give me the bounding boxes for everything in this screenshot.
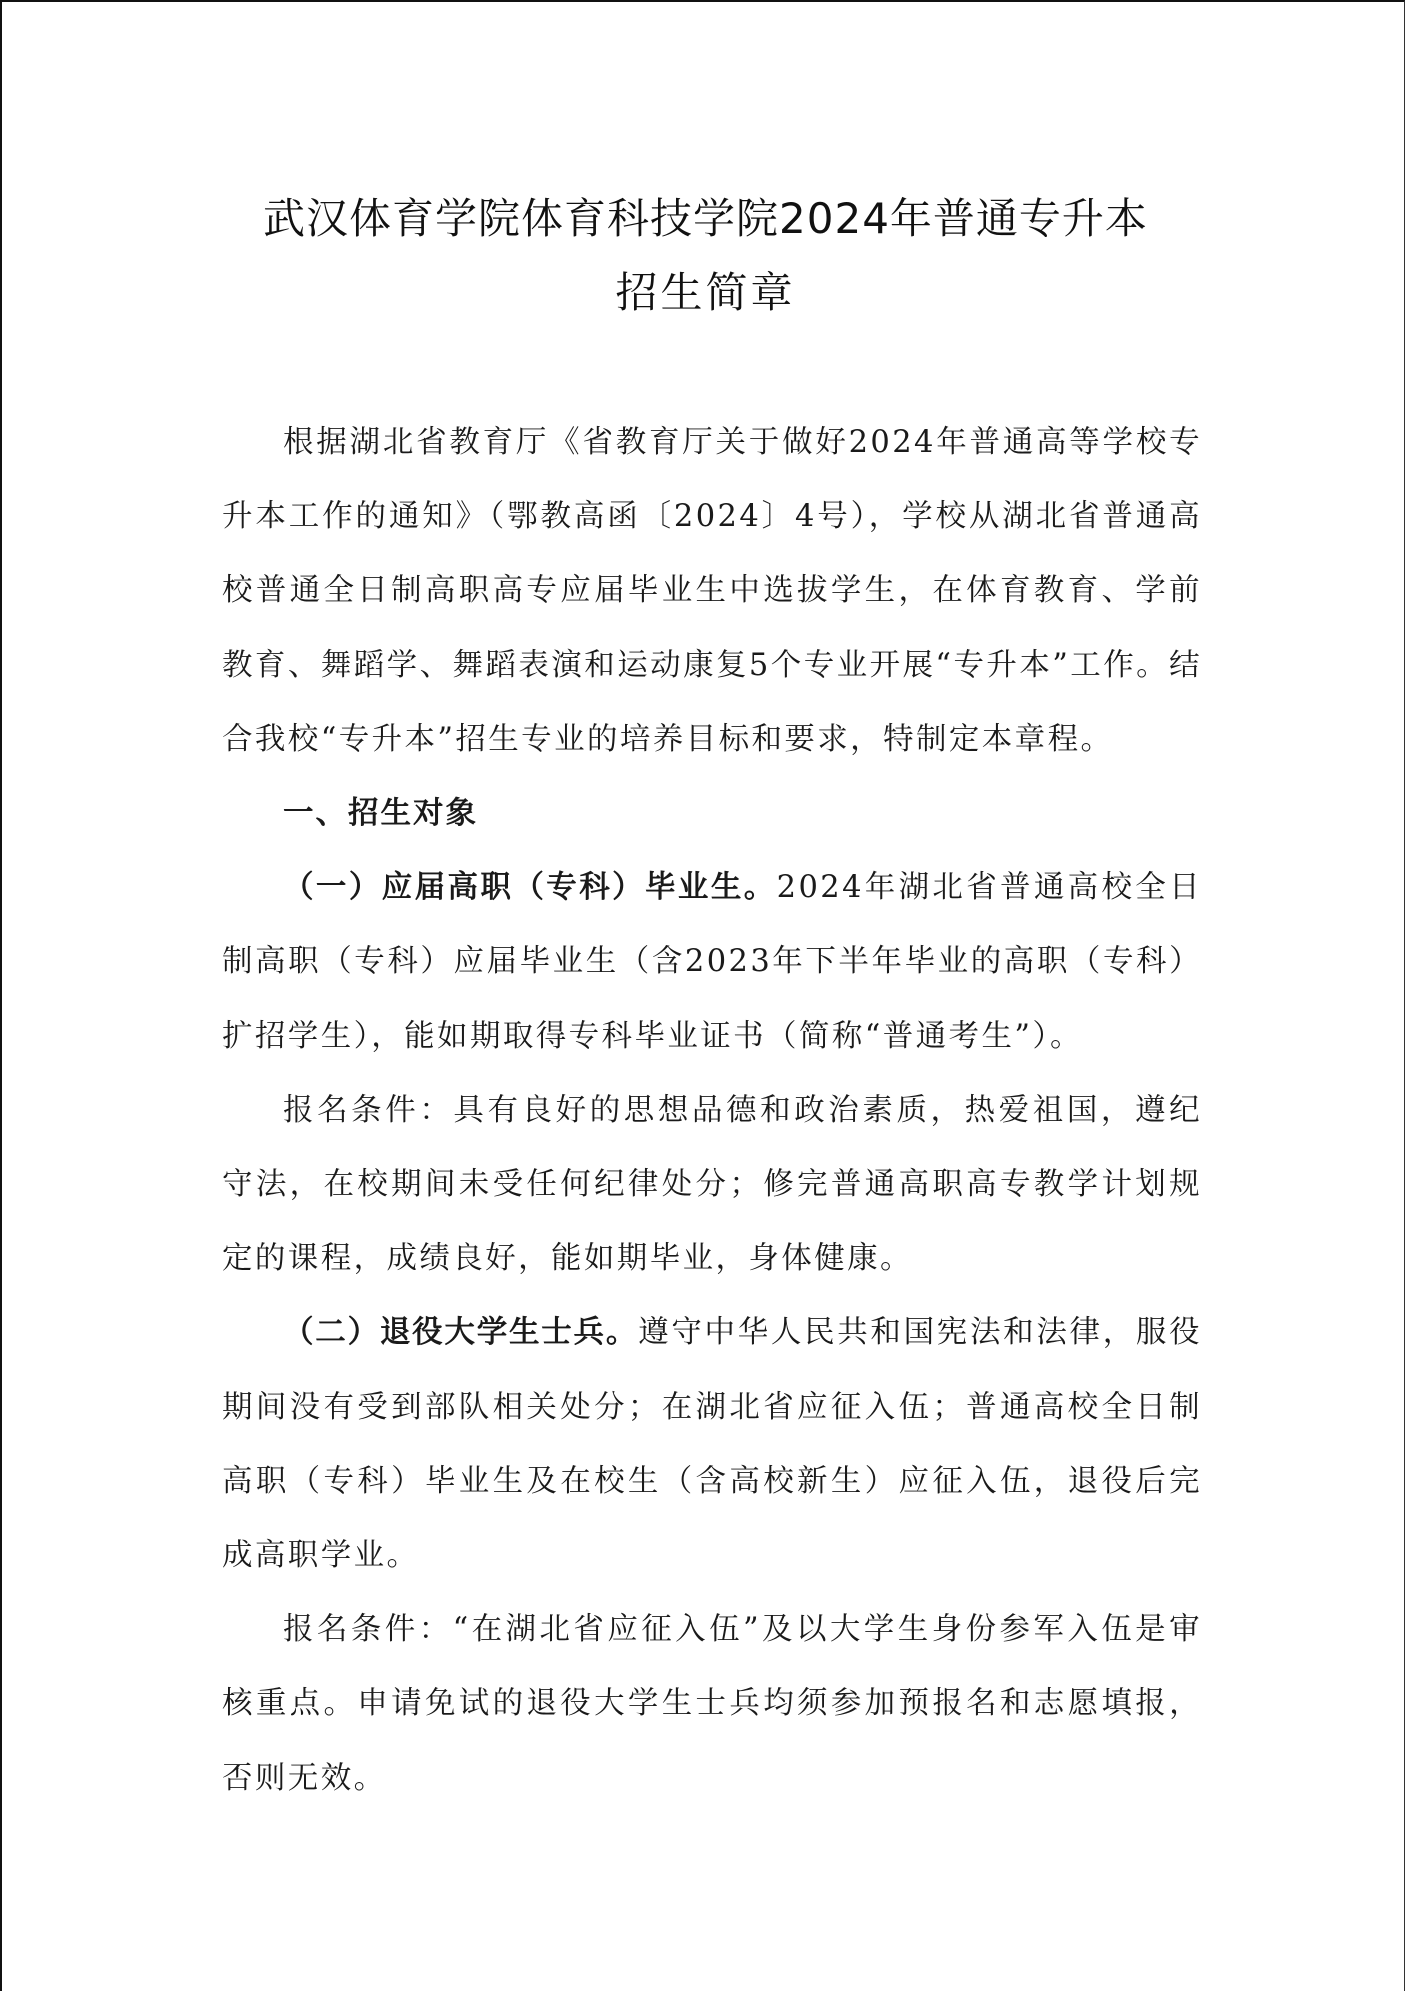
document-body — [222, 406, 1202, 1816]
document-title-line-2: 招生简章 — [615, 268, 796, 317]
item-1-lead: （一）应届高职（专科）毕业生。 — [283, 870, 777, 906]
item-2-text: 遵守中华人民共和国宪法和法律，服役期间没有受到部队相关处分；在湖北省应征入伍；普通高校全日制高职（专科）毕业生及在校生（含高校新生）应征入伍，退役后完成高职学业。 — [222, 1315, 1202, 1574]
item-1-conditions: 报名条件：具有良好的思想品德和政治素质，热爱祖国，遵纪守法，在校期间未受任何纪律处分；修完普通高职高专教学计划规定的课程，成绩良好，能如期毕业，身体健康。 — [222, 1092, 1202, 1277]
item-2-lead: （二）退役大学生士兵。 — [283, 1315, 639, 1351]
intro-paragraph: 根据湖北省教育厅《省教育厅关于做好2024年普通高等学校专升本工作的通知》（鄂教高函〔2024〕4号），学校从湖北省普通高校普通全日制高职高专应届毕业生中选拔学生，在体育教育、学前教育、舞蹈学、舞蹈表演和运动康复5个专业开展“专升本”工作。结合我校“专升本”招生专业的培养目标和要求，特制定本章程。 — [222, 425, 1202, 757]
section-heading-admission-targets: 一、招生对象 — [283, 796, 478, 832]
item-1-text: 2024年湖北省普通高校全日制高职（专科）应届毕业生（含2023年下半年毕业的高职（专科）扩招学生），能如期取得专科毕业证书（简称“普通考生”）。 — [222, 870, 1202, 1054]
item-2-paragraph — [222, 1296, 1202, 1593]
document-title-line-1: 武汉体育学院体育科技学院2024年普通专升本 — [263, 194, 1148, 243]
item-2-conditions: 报名条件：“在湖北省应征入伍”及以大学生身份参军入伍是审核重点。申请免试的退役大学生士兵均须参加预报名和志愿填报，否则无效。 — [222, 1612, 1202, 1796]
item-1-paragraph — [222, 851, 1202, 1074]
